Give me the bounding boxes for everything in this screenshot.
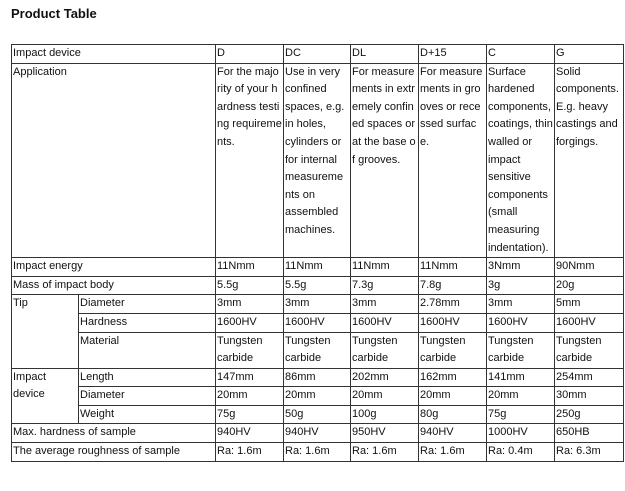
table-cell: Tungsten carbide — [216, 332, 284, 368]
table-row — [12, 258, 624, 277]
table-cell: 1600HV — [555, 313, 624, 332]
row-label: Diameter — [79, 387, 216, 406]
group-label: Impact device — [12, 368, 79, 424]
table-row — [12, 424, 624, 443]
row-label: Mass of impact body — [12, 276, 216, 295]
table-cell: 650HB — [555, 424, 624, 443]
table-row — [12, 443, 624, 462]
table-cell: 11Nmm — [419, 258, 487, 277]
row-label: Impact energy — [12, 258, 216, 277]
table-cell: 147mm — [216, 368, 284, 387]
row-label: Diameter — [79, 295, 216, 314]
table-cell: Tungsten carbide — [351, 332, 419, 368]
table-cell: 20mm — [216, 387, 284, 406]
table-cell: 20g — [555, 276, 624, 295]
row-label: Weight — [79, 405, 216, 424]
table-cell: 940HV — [419, 424, 487, 443]
table-cell: 75g — [216, 405, 284, 424]
table-cell: 3mm — [216, 295, 284, 314]
table-cell: 2.78mm — [419, 295, 487, 314]
table-cell: Ra: 1.6m — [216, 443, 284, 462]
table-cell: 20mm — [419, 387, 487, 406]
table-cell: 20mm — [284, 387, 351, 406]
table-cell: 5.5g — [284, 276, 351, 295]
table-cell: 3mm — [284, 295, 351, 314]
table-cell: 5.5g — [216, 276, 284, 295]
table-cell: 950HV — [351, 424, 419, 443]
table-row — [12, 405, 624, 424]
table-cell: 1600HV — [284, 313, 351, 332]
row-label: Max. hardness of sample — [12, 424, 216, 443]
table-cell: 940HV — [284, 424, 351, 443]
table-cell: Surface hardened components, coatings, thin walled or impact sensitive components (small measuring indentation). — [487, 63, 555, 258]
product-table — [11, 44, 624, 462]
column-header: D+15 — [419, 45, 487, 64]
table-cell: 86mm — [284, 368, 351, 387]
row-label: Application — [12, 63, 216, 258]
table-cell: For the majority of your hardness testing requirements. — [216, 63, 284, 258]
column-header: C — [487, 45, 555, 64]
table-row — [12, 63, 624, 258]
table-row — [12, 313, 624, 332]
table-cell: 7.3g — [351, 276, 419, 295]
row-label: The average roughness of sample — [12, 443, 216, 462]
table-row — [12, 332, 624, 368]
table-cell: 1000HV — [487, 424, 555, 443]
table-cell: 202mm — [351, 368, 419, 387]
table-cell: 11Nmm — [351, 258, 419, 277]
table-cell: 11Nmm — [284, 258, 351, 277]
column-header: D — [216, 45, 284, 64]
table-row — [12, 295, 624, 314]
table-cell: 1600HV — [216, 313, 284, 332]
table-cell: 162mm — [419, 368, 487, 387]
table-cell: Tungsten carbide — [555, 332, 624, 368]
group-label: Tip — [12, 295, 79, 368]
table-cell: 90Nmm — [555, 258, 624, 277]
table-cell: 20mm — [351, 387, 419, 406]
table-cell: 141mm — [487, 368, 555, 387]
table-cell: 11Nmm — [216, 258, 284, 277]
table-cell: 940HV — [216, 424, 284, 443]
table-cell: 80g — [419, 405, 487, 424]
table-cell: 250g — [555, 405, 624, 424]
table-cell: Ra: 1.6m — [284, 443, 351, 462]
table-row — [12, 387, 624, 406]
table-cell: Ra: 1.6m — [419, 443, 487, 462]
row-label: Hardness — [79, 313, 216, 332]
table-cell: Ra: 6.3m — [555, 443, 624, 462]
table-cell: 254mm — [555, 368, 624, 387]
column-header: DC — [284, 45, 351, 64]
table-cell: 100g — [351, 405, 419, 424]
table-cell: 1600HV — [419, 313, 487, 332]
table-cell: 3mm — [487, 295, 555, 314]
row-label: Impact device — [12, 45, 216, 64]
table-cell: 1600HV — [487, 313, 555, 332]
row-label: Material — [79, 332, 216, 368]
table-cell: 3g — [487, 276, 555, 295]
column-header: DL — [351, 45, 419, 64]
column-header: G — [555, 45, 624, 64]
table-cell: Ra: 1.6m — [351, 443, 419, 462]
table-cell: Use in very confined spaces, e.g. in holes, cylinders or for internal measurements on assembled machines. — [284, 63, 351, 258]
table-cell: 30mm — [555, 387, 624, 406]
table-cell: 3mm — [351, 295, 419, 314]
table-row — [12, 276, 624, 295]
table-cell: Tungsten carbide — [284, 332, 351, 368]
table-cell: For measurements in grooves or recessed surface. — [419, 63, 487, 258]
table-cell: 75g — [487, 405, 555, 424]
table-row — [12, 45, 624, 64]
table-row — [12, 368, 624, 387]
page-title: Product Table — [11, 6, 97, 21]
table-cell: 3Nmm — [487, 258, 555, 277]
table-cell: 50g — [284, 405, 351, 424]
table-cell: 20mm — [487, 387, 555, 406]
table-cell: Solid components. E.g. heavy castings and forgings. — [555, 63, 624, 258]
row-label: Length — [79, 368, 216, 387]
table-cell: 5mm — [555, 295, 624, 314]
table-cell: Ra: 0.4m — [487, 443, 555, 462]
table-cell: 7.8g — [419, 276, 487, 295]
table-cell: Tungsten carbide — [487, 332, 555, 368]
table-cell: For measurements in extremely confined spaces or at the base of grooves. — [351, 63, 419, 258]
table-cell: 1600HV — [351, 313, 419, 332]
table-cell: Tungsten carbide — [419, 332, 487, 368]
